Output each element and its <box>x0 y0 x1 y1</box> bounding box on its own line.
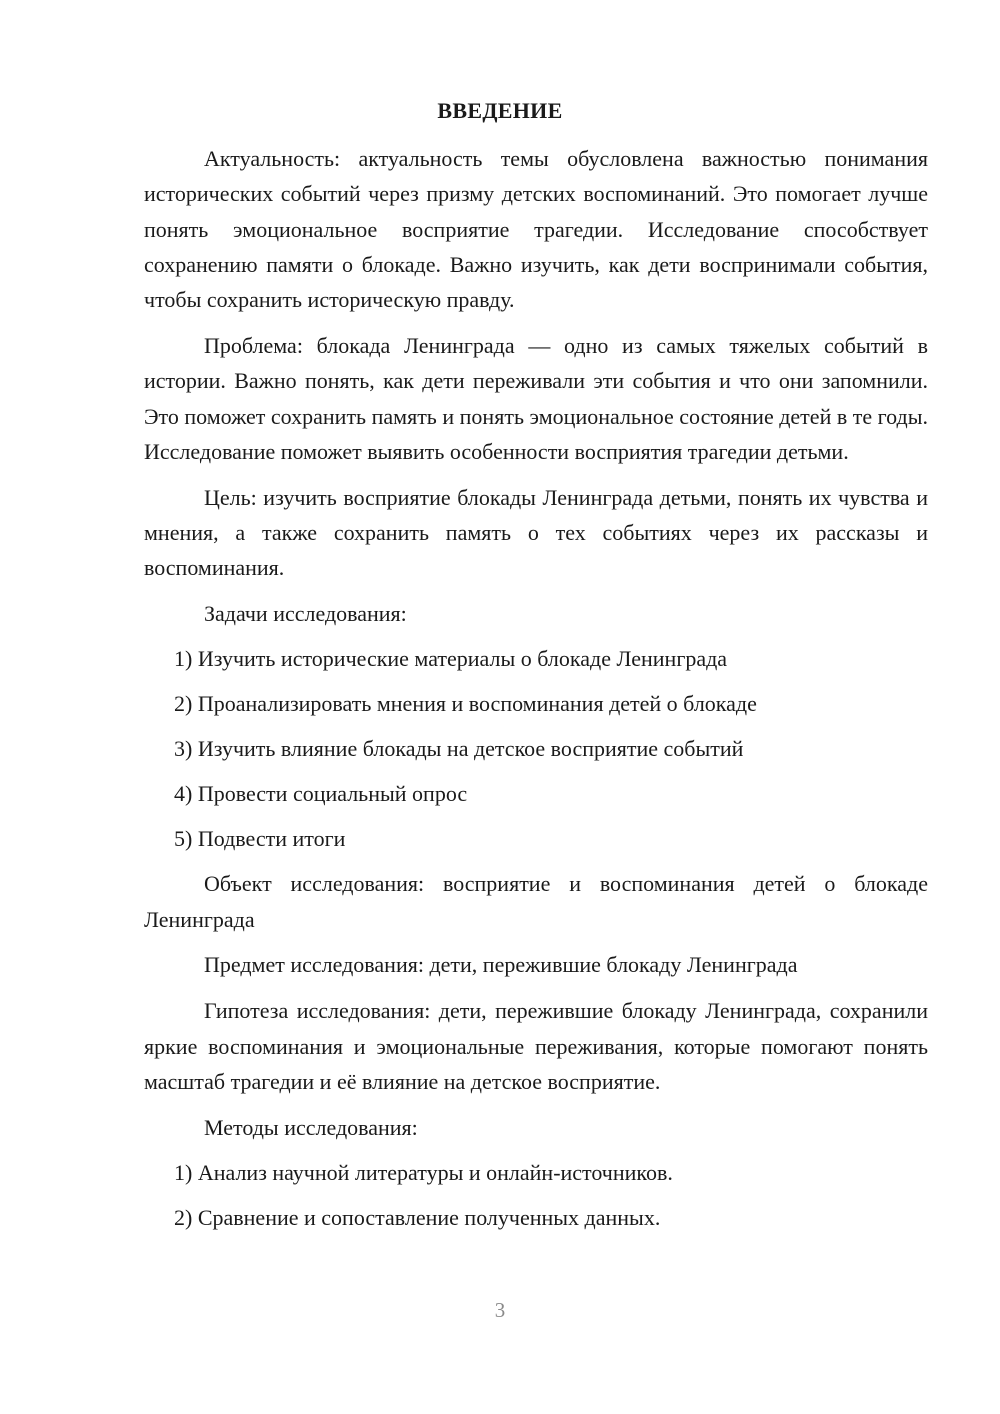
problem-paragraph: Проблема: блокада Ленинграда — одно из самых тяжелых событий в истории. Важно понять, как дети переживали эти события и что они запомнили. Это поможет сохранить память и понять эмоциональное состояние детей в те годы. Исследование поможет выявить особенности восприятия трагедии детьми. <box>144 332 928 464</box>
hypothesis-paragraph: Гипотеза исследования: дети, пережившие блокаду Ленинграда, сохранили яркие воспоминания и эмоциональные переживания, которые помогают понять масштаб трагедии и её влияние на детское восприятие. <box>144 998 928 1094</box>
method-item: 1) Анализ научной литературы и онлайн-источников. <box>174 1159 673 1185</box>
task-item: 3) Изучить влияние блокады на детское восприятие событий <box>174 736 744 762</box>
tasks-list <box>144 641 928 856</box>
task-item: 1) Изучить исторические материалы о блокаде Ленинграда <box>174 646 728 672</box>
section-title: ВВЕДЕНИЕ <box>437 98 563 123</box>
task-item: 5) Подвести итоги <box>174 826 346 852</box>
tasks-heading: Задачи исследования: <box>204 601 407 627</box>
methods-heading: Методы исследования: <box>204 1114 418 1140</box>
goal-paragraph: Цель: изучить восприятие блокады Ленинграда детьми, понять их чувства и мнения, а также сохранить память о тех событиях через их рассказы и воспоминания. <box>144 484 928 581</box>
object-paragraph: Объект исследования: восприятие и воспоминания детей о блокаде Ленинграда <box>144 871 928 932</box>
page-number: 3 <box>494 1298 506 1322</box>
task-item: 4) Провести социальный опрос <box>174 781 468 807</box>
relevance-paragraph: Актуальность: актуальность темы обусловлена важностью понимания исторических событий через призму детских воспоминаний. Это помогает лучше понять эмоциональное восприятие трагедии. Исследование способствует сохранению памяти о блокаде. Важно изучить, как дети воспринимали события, чтобы сохранить историческую правду. <box>144 146 928 313</box>
subject-paragraph: Предмет исследования: дети, пережившие блокаду Ленинграда <box>204 952 798 978</box>
task-item: 2) Проанализировать мнения и воспоминания детей о блокаде <box>174 691 757 717</box>
document-body <box>144 141 928 1235</box>
method-item: 2) Сравнение и сопоставление полученных данных. <box>174 1204 661 1230</box>
methods-list <box>144 1155 928 1235</box>
